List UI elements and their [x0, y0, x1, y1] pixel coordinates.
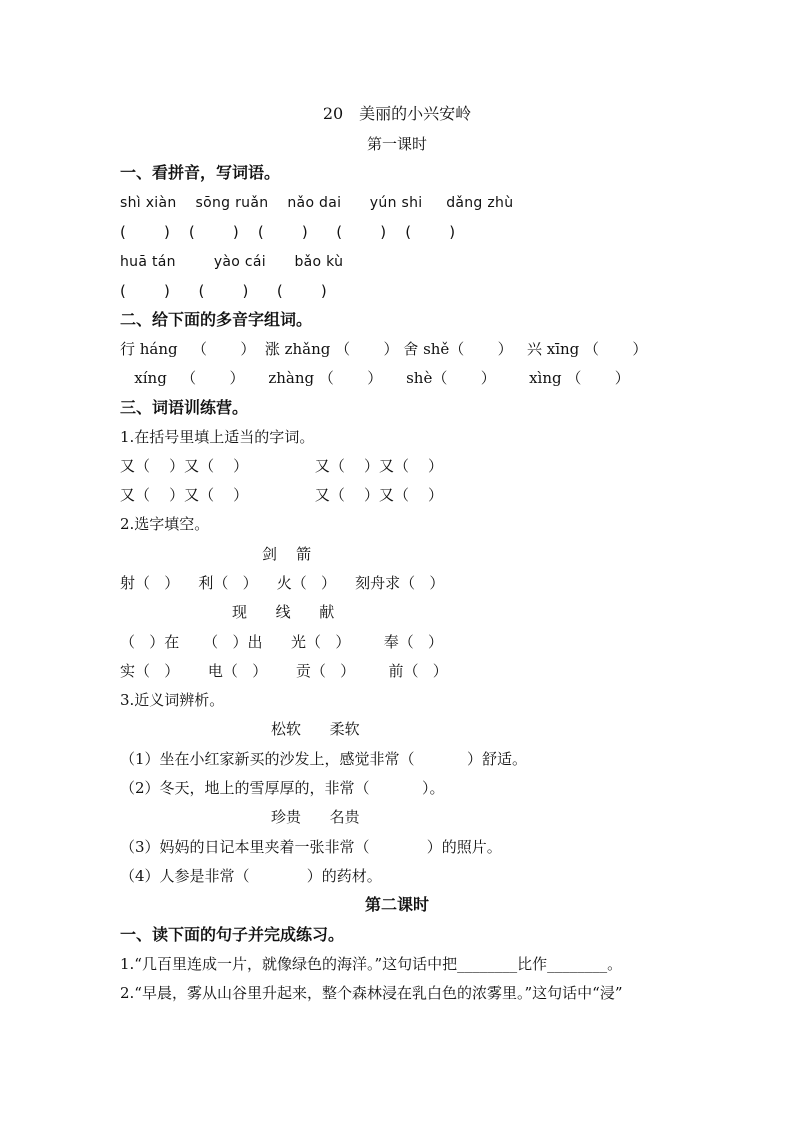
q3-sentence-1: （1）坐在小红家新买的沙发上，感觉非常（ ）舒适。: [120, 750, 527, 768]
q2-label: 2.选字填空。: [120, 515, 210, 533]
lesson2-section1-title: 一、读下面的句子并完成练习。: [120, 925, 345, 944]
q3-label: 3.近义词辨析。: [120, 691, 225, 709]
lesson2-q1: 1.“几百里连成一片，就像绿色的海洋。”这句话中把________比作________。: [120, 955, 623, 973]
q3-choices-2: 珍贵 名贵: [271, 808, 360, 826]
q2-row-3: 实（ ） 电（ ） 贡（ ） 前（ ）: [120, 662, 448, 680]
q3-choices-1: 松软 柔软: [271, 720, 360, 738]
q3-sentence-2: （2）冬天，地上的雪厚厚的，非常（ ）。: [120, 779, 445, 797]
section2-title: 二、给下面的多音字组词。: [120, 310, 313, 329]
section1-title: 一、看拼音，写词语。: [120, 163, 281, 182]
q2-choices-1: 剑 箭: [262, 545, 312, 563]
q1-label: 1.在括号里填上适当的字词。: [120, 428, 315, 446]
blank-row-2: ( ) ( ) ( ): [120, 282, 327, 300]
q2-row-2: （ ）在 （ ）出 光（ ） 奉（ ）: [120, 633, 444, 651]
lesson2-q2: 2.“早晨，雾从山谷里升起来，整个森林浸在乳白色的浓雾里。”这句话中“浸”: [120, 984, 623, 1002]
q2-row-1: 射（ ） 利（ ） 火（ ） 刻舟求（ ）: [120, 574, 445, 592]
q3-sentence-3: （3）妈妈的日记本里夹着一张非常（ ）的照片。: [120, 838, 502, 856]
blank-row-1: ( ) ( ) ( ) ( ) ( ): [120, 223, 456, 241]
q2-choices-2: 现 线 献: [232, 603, 335, 621]
section3-title: 三、词语训练营。: [120, 398, 249, 417]
q3-sentence-4: （4）人参是非常（ ）的药材。: [120, 867, 382, 885]
lesson1-heading: 第一课时: [366, 135, 427, 153]
polyphone-row-2: xíng （ ） zhàng （ ） shè（ ） xìng （ ）: [120, 369, 630, 387]
lesson2-heading: 第二课时: [364, 895, 429, 914]
q1-row-2: 又（ ）又（ ） 又（ ）又（ ）: [120, 486, 444, 504]
polyphone-row-1: 行 háng （ ） 涨 zhǎng （ ） 舍 shě（ ） 兴 xīng （ ）: [120, 340, 648, 358]
pinyin-row-2: huā tán yào cái bǎo kù: [120, 254, 344, 270]
q1-row-1: 又（ ）又（ ） 又（ ）又（ ）: [120, 457, 444, 475]
page-title: 20 美丽的小兴安岭: [322, 104, 472, 123]
pinyin-row-1: shì xiàn sōng ruǎn nǎo dai yún shi dǎng zhù: [120, 195, 514, 211]
